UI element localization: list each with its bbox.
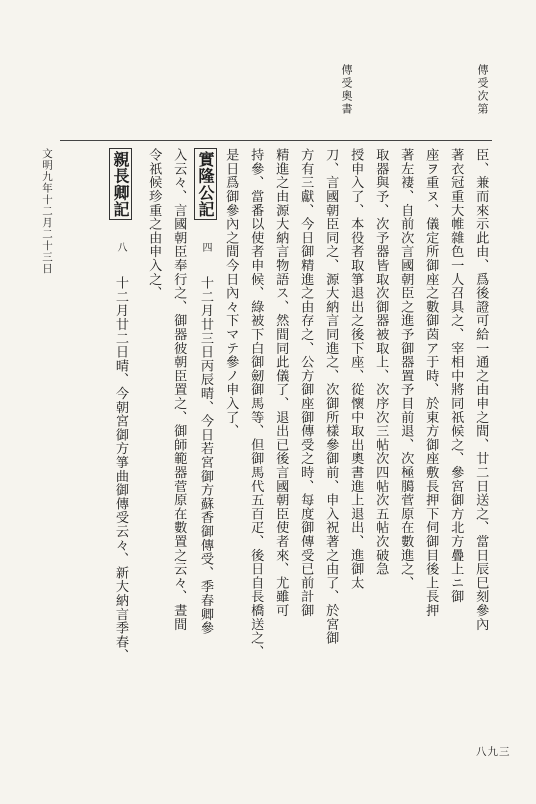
- text-column-15: [112, 148, 128, 663]
- text-column-12: [197, 148, 213, 635]
- text-column-3: 座ヲ重ヌ、儀定所御座之數御茵ア于時、於東方御座敷長押下伺御目後上長押: [423, 148, 439, 618]
- running-header-right: 傳受次第: [476, 64, 489, 116]
- text-column-8: 方有三獻、今日御精進之由存之、公方御座御傳受之時、每度御傳受已前計御: [298, 148, 314, 618]
- entry-text: 十二月廿三日丙辰晴、今日若宮御方蘇香御傳受、季春卿參: [198, 276, 213, 636]
- text-column-6: 授申入了、本役者取箏退出之後下座、從懷中取出奧書進上退出、進御太: [348, 148, 364, 590]
- text-column-10: 持參、當番以使者申候、綠被下白御劒御馬等、但御馬代五百疋、後日自長橋送之、: [248, 148, 264, 659]
- source-title-chikanaga: 親長卿記: [109, 148, 132, 220]
- entry-number: 八: [115, 242, 126, 253]
- text-column-5: 取器與予、次予器皆取次御器被取上、次序次三帖次四帖次五帖次破急: [373, 148, 389, 576]
- text-column-2: 著衣冠重大帷雜色一人召具之、宰相中將同祇候之、參宮御方北方疊上ニ御: [448, 148, 464, 604]
- text-column-14: 令祇候珍重之由申入之、: [146, 148, 162, 300]
- page-number: 八九三: [476, 746, 511, 758]
- running-header-left: 傳受奧書: [340, 64, 353, 116]
- text-column-7: 刀、言國朝臣同之、源大納言同進之、次御所樣參御前、申入祝著之由了、於宮御: [323, 148, 339, 645]
- header-rule: [60, 140, 492, 141]
- entry-number: 四: [200, 242, 211, 253]
- text-column-13: 入云々、言國朝臣奉行之、御器彼朝臣置之、御師範器菅原在數置之云々、晝間: [171, 148, 187, 631]
- source-title-sanetaka: 實隆公記: [194, 148, 217, 220]
- text-column-9: 精進之由源大納言物語ス、然間同此儀了、退出已後言國朝臣使者來、尤雖可: [273, 148, 289, 618]
- text-column-11: 是日爲御參內之間今日內々下マテ參ノ申入了、: [223, 148, 239, 438]
- date-note: 文明九年十二月二十三日: [41, 148, 53, 275]
- text-column-4: 著左褄、自前次言國朝臣之進予御器置予目前退、次極臈菅原在數進之、: [398, 148, 414, 590]
- entry-text: 十二月廿二日晴、今朝宮御方箏曲御傳受云々、新大納言季春、: [113, 276, 128, 663]
- text-column-1: 臣、兼而來示此由、爲後證可給一通之由申之間、廿二日送之、當日辰巳刻參內: [473, 148, 489, 631]
